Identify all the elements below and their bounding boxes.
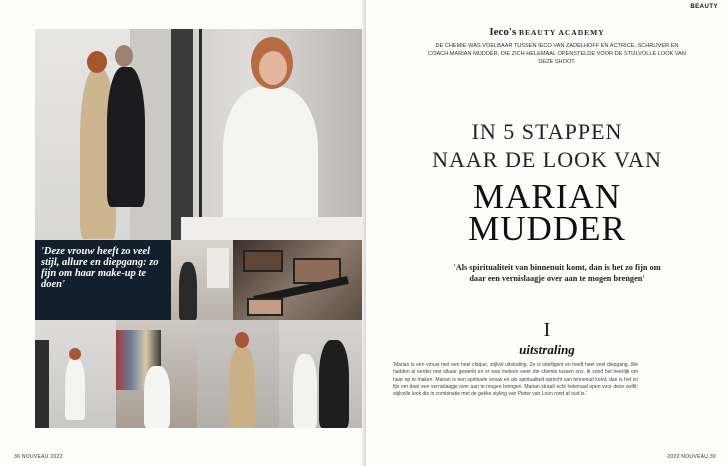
kicker-brand: Ieco's <box>489 26 517 38</box>
body-text: 'Marian is een vrouw met een heel chique, stijlvol uitstraling. Ze is intelligent en heeft heel veel diepgang. We hadden al eerder met elkaar gewerkt en er was meteen weer die chemie tussen ons. Ik vond het heerlijk om haar op te maken. Marian is een spirituele vrouw en als spiritualiteit oprecht van binnenuit komt, dan is het zo fijn om daar een vernislaagje over aan te mogen brengen. Marian straalt echt helemaal open voor deze outfit; stijlvolle look die in combinatie met de gekke styling van Pieter van Loon rond af oud is.' <box>393 362 638 398</box>
name-title <box>366 177 728 248</box>
headline <box>366 118 728 174</box>
kicker <box>366 26 728 38</box>
headline-line-1: IN 5 STAPPEN <box>471 119 623 144</box>
photo-couple <box>35 29 171 240</box>
folio-right: 2022 NOUVEAU 39 <box>667 454 716 460</box>
woman-face <box>259 51 287 85</box>
backdrop-dark <box>35 340 49 428</box>
pull-quote: 'Als spiritualiteit van binnenuit komt, dan is het zo fijn om daar een vernislaagje over aan te mogen brengen' <box>453 263 661 283</box>
artist-figure <box>179 262 197 320</box>
photo-makeup-artist <box>171 240 233 320</box>
folio-left: 36 NOUVEAU 2022 <box>14 454 63 460</box>
step-number: I <box>543 319 551 341</box>
palette-3 <box>247 298 283 316</box>
headline-line-2: NAAR DE LOOK VAN <box>432 147 662 172</box>
intro-text: DE CHEMIE WAS VOELBAAR TUSSEN IECO VAN ZADELHOFF EN ACTRICE, SCHRIJVER EN COACH MARIAN MUDDER, DIE ZICH HELEMAAL OPENSTELDE VOOR DE STIJLVOLLE LOOK VAN DEZE SHOOT. <box>428 43 686 65</box>
kicker-rest: BEAUTY ACADEMY <box>519 28 605 37</box>
woman-beige <box>229 346 255 428</box>
softbox <box>171 29 193 240</box>
stool <box>181 217 363 240</box>
photo-studio <box>171 29 363 240</box>
photo-makeup-palette <box>233 240 363 320</box>
head <box>69 348 81 360</box>
light-stand <box>199 29 202 240</box>
name-line-1: MARIAN <box>473 177 621 216</box>
quote-text: 'Deze vrouw heeft zo veel stijl, allure en diepgang: zo fijn om haar make-up te doen' <box>41 246 159 290</box>
woman-hair <box>87 51 107 73</box>
artist-figure <box>319 340 349 428</box>
photo-beige-outfit <box>197 320 279 428</box>
section-tag: BEAUTY <box>690 4 718 10</box>
man-head <box>115 45 133 67</box>
mirror <box>207 248 229 288</box>
woman-seated <box>144 366 170 428</box>
quote-box <box>35 240 171 320</box>
man-figure <box>107 67 145 207</box>
woman-figure <box>293 354 317 428</box>
head <box>235 332 249 348</box>
woman-figure <box>65 358 85 420</box>
step-title: uitstraling <box>519 342 575 357</box>
photo-makeup-session <box>279 320 363 428</box>
right-page <box>366 0 728 466</box>
photo-wardrobe-rack <box>116 320 197 428</box>
palette-1 <box>243 250 283 272</box>
name-line-2: MUDDER <box>468 209 626 248</box>
photo-full-outfit <box>35 320 116 428</box>
